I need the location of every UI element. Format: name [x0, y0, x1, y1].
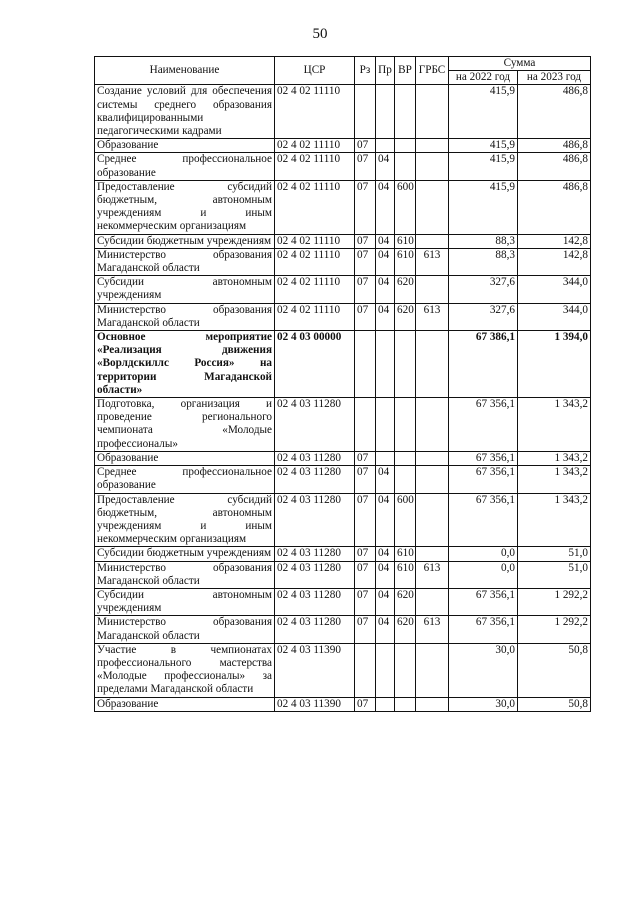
row-amount-2023-cell: 486,8 [518, 153, 591, 180]
row-pr-cell: 04 [376, 466, 395, 493]
row-grbs-cell [416, 643, 449, 697]
row-amount-2022-cell: 415,9 [449, 85, 518, 139]
row-vr-cell [395, 643, 416, 697]
row-grbs-cell [416, 697, 449, 711]
row-name-cell: Предоставление субсидий бюджетным, автономным учреждениям и иным некоммерческим организациям [95, 493, 275, 547]
row-rz-cell: 07 [355, 234, 376, 248]
row-name-cell: Подготовка, организация и проведение регионального чемпионата «Молодые профессионалы» [95, 398, 275, 452]
row-csr-cell: 02 4 03 11280 [275, 398, 355, 452]
row-grbs-cell [416, 234, 449, 248]
row-amount-2023-cell: 142,8 [518, 234, 591, 248]
header-sum: Сумма [449, 57, 591, 71]
row-pr-cell [376, 139, 395, 153]
row-amount-2022-cell: 67 356,1 [449, 398, 518, 452]
row-rz-cell [355, 398, 376, 452]
row-amount-2023-cell: 1 343,2 [518, 493, 591, 547]
row-pr-cell: 04 [376, 234, 395, 248]
row-amount-2023-cell: 1 292,2 [518, 588, 591, 615]
row-amount-2023-cell: 486,8 [518, 180, 591, 234]
row-pr-cell [376, 643, 395, 697]
table-row [95, 139, 591, 153]
table-row [95, 234, 591, 248]
row-amount-2023-cell: 1 292,2 [518, 616, 591, 643]
row-rz-cell: 07 [355, 303, 376, 330]
row-csr-cell: 02 4 02 11110 [275, 248, 355, 275]
row-amount-2022-cell: 0,0 [449, 561, 518, 588]
row-csr-cell: 02 4 03 11280 [275, 561, 355, 588]
row-vr-cell [395, 139, 416, 153]
row-pr-cell: 04 [376, 547, 395, 561]
row-rz-cell [355, 331, 376, 398]
table-row [95, 85, 591, 139]
row-rz-cell: 07 [355, 248, 376, 275]
row-csr-cell: 02 4 02 11110 [275, 153, 355, 180]
row-vr-cell: 620 [395, 276, 416, 303]
row-grbs-cell [416, 588, 449, 615]
table-row [95, 588, 591, 615]
row-grbs-cell: 613 [416, 561, 449, 588]
table-row [95, 248, 591, 275]
table-row [95, 451, 591, 465]
row-csr-cell: 02 4 03 11280 [275, 547, 355, 561]
row-vr-cell [395, 331, 416, 398]
row-csr-cell: 02 4 02 11110 [275, 303, 355, 330]
row-rz-cell: 07 [355, 588, 376, 615]
row-csr-cell: 02 4 03 11280 [275, 466, 355, 493]
row-vr-cell: 610 [395, 561, 416, 588]
table-row [95, 561, 591, 588]
row-grbs-cell [416, 139, 449, 153]
row-amount-2022-cell: 415,9 [449, 139, 518, 153]
row-amount-2022-cell: 88,3 [449, 248, 518, 275]
row-amount-2023-cell: 142,8 [518, 248, 591, 275]
table-row [95, 276, 591, 303]
row-csr-cell: 02 4 03 11280 [275, 451, 355, 465]
row-amount-2023-cell: 51,0 [518, 561, 591, 588]
row-rz-cell: 07 [355, 153, 376, 180]
row-amount-2023-cell: 51,0 [518, 547, 591, 561]
row-amount-2022-cell: 67 356,1 [449, 466, 518, 493]
table-row [95, 466, 591, 493]
table-row [95, 547, 591, 561]
row-name-cell: Создание условий для обеспечения системы среднего образования квалифицированными педагогическими кадрами [95, 85, 275, 139]
row-amount-2022-cell: 88,3 [449, 234, 518, 248]
row-name-cell: Образование [95, 697, 275, 711]
row-amount-2023-cell: 1 394,0 [518, 331, 591, 398]
row-csr-cell: 02 4 02 11110 [275, 276, 355, 303]
row-amount-2023-cell: 486,8 [518, 85, 591, 139]
table-row [95, 303, 591, 330]
row-amount-2022-cell: 327,6 [449, 303, 518, 330]
row-name-cell: Субсидии автономным учреждениям [95, 588, 275, 615]
table-row [95, 697, 591, 711]
row-csr-cell: 02 4 03 00000 [275, 331, 355, 398]
row-vr-cell: 600 [395, 180, 416, 234]
row-vr-cell [395, 697, 416, 711]
row-pr-cell: 04 [376, 248, 395, 275]
page-number: 50 [312, 26, 328, 42]
row-name-cell: Среднее профессиональное образование [95, 466, 275, 493]
row-name-cell: Образование [95, 139, 275, 153]
table-row [95, 180, 591, 234]
row-vr-cell: 600 [395, 493, 416, 547]
row-vr-cell [395, 153, 416, 180]
row-grbs-cell [416, 493, 449, 547]
row-pr-cell: 04 [376, 493, 395, 547]
row-amount-2022-cell: 67 386,1 [449, 331, 518, 398]
row-amount-2023-cell: 1 343,2 [518, 398, 591, 452]
row-pr-cell [376, 331, 395, 398]
header-vr: ВР [395, 57, 416, 85]
row-rz-cell: 07 [355, 547, 376, 561]
row-amount-2022-cell: 67 356,1 [449, 616, 518, 643]
row-amount-2022-cell: 67 356,1 [449, 588, 518, 615]
row-vr-cell [395, 466, 416, 493]
row-name-cell: Субсидии бюджетным учреждениям [95, 234, 275, 248]
row-pr-cell [376, 697, 395, 711]
row-grbs-cell [416, 180, 449, 234]
row-rz-cell: 07 [355, 451, 376, 465]
row-amount-2023-cell: 1 343,2 [518, 451, 591, 465]
row-pr-cell: 04 [376, 303, 395, 330]
row-amount-2022-cell: 67 356,1 [449, 493, 518, 547]
row-rz-cell: 07 [355, 616, 376, 643]
row-amount-2023-cell: 344,0 [518, 276, 591, 303]
row-grbs-cell [416, 85, 449, 139]
header-year-2022: на 2022 год [449, 71, 518, 85]
row-name-cell: Субсидии бюджетным учреждениям [95, 547, 275, 561]
row-rz-cell: 07 [355, 493, 376, 547]
row-name-cell: Участие в чемпионатах профессионального мастерства «Молодые профессионалы» за пределами Магаданской области [95, 643, 275, 697]
row-amount-2022-cell: 327,6 [449, 276, 518, 303]
row-grbs-cell: 613 [416, 303, 449, 330]
row-pr-cell: 04 [376, 588, 395, 615]
row-vr-cell: 620 [395, 616, 416, 643]
row-csr-cell: 02 4 02 11110 [275, 180, 355, 234]
table-row [95, 643, 591, 697]
header-year-2023: на 2023 год [518, 71, 591, 85]
row-pr-cell [376, 451, 395, 465]
row-csr-cell: 02 4 03 11390 [275, 643, 355, 697]
row-rz-cell: 07 [355, 466, 376, 493]
row-name-cell: Основное мероприятие «Реализация движения «Ворлдскиллс Россия» на территории Магаданской области» [95, 331, 275, 398]
row-grbs-cell [416, 331, 449, 398]
row-pr-cell: 04 [376, 180, 395, 234]
row-vr-cell [395, 398, 416, 452]
row-pr-cell [376, 85, 395, 139]
row-rz-cell [355, 643, 376, 697]
table-row [95, 493, 591, 547]
row-amount-2023-cell: 344,0 [518, 303, 591, 330]
row-name-cell: Министерство образования Магаданской области [95, 561, 275, 588]
row-rz-cell: 07 [355, 561, 376, 588]
row-grbs-cell [416, 451, 449, 465]
row-csr-cell: 02 4 03 11280 [275, 588, 355, 615]
row-amount-2023-cell: 1 343,2 [518, 466, 591, 493]
row-csr-cell: 02 4 03 11280 [275, 493, 355, 547]
row-rz-cell: 07 [355, 697, 376, 711]
header-csr: ЦСР [275, 57, 355, 85]
row-grbs-cell [416, 547, 449, 561]
row-grbs-cell [416, 398, 449, 452]
row-pr-cell [376, 398, 395, 452]
row-grbs-cell [416, 153, 449, 180]
row-amount-2022-cell: 30,0 [449, 697, 518, 711]
row-amount-2022-cell: 67 356,1 [449, 451, 518, 465]
row-pr-cell: 04 [376, 616, 395, 643]
row-name-cell: Предоставление субсидий бюджетным, автономным учреждениям и иным некоммерческим организациям [95, 180, 275, 234]
row-csr-cell: 02 4 02 11110 [275, 139, 355, 153]
row-rz-cell: 07 [355, 139, 376, 153]
row-amount-2023-cell: 50,8 [518, 643, 591, 697]
header-pr: Пр [376, 57, 395, 85]
budget-table [94, 56, 591, 712]
row-vr-cell: 620 [395, 588, 416, 615]
row-name-cell: Министерство образования Магаданской области [95, 248, 275, 275]
row-amount-2022-cell: 415,9 [449, 180, 518, 234]
row-amount-2022-cell: 0,0 [449, 547, 518, 561]
table-row [95, 331, 591, 398]
row-grbs-cell [416, 466, 449, 493]
header-rz: Рз [355, 57, 376, 85]
row-csr-cell: 02 4 02 11110 [275, 234, 355, 248]
header-grbs: ГРБС [416, 57, 449, 85]
row-name-cell: Министерство образования Магаданской области [95, 616, 275, 643]
row-name-cell: Среднее профессиональное образование [95, 153, 275, 180]
row-rz-cell [355, 85, 376, 139]
row-amount-2022-cell: 30,0 [449, 643, 518, 697]
row-vr-cell: 610 [395, 547, 416, 561]
row-vr-cell [395, 451, 416, 465]
row-vr-cell: 610 [395, 248, 416, 275]
row-amount-2023-cell: 486,8 [518, 139, 591, 153]
row-rz-cell: 07 [355, 180, 376, 234]
row-amount-2023-cell: 50,8 [518, 697, 591, 711]
table-row [95, 616, 591, 643]
row-name-cell: Субсидии автономным учреждениям [95, 276, 275, 303]
row-grbs-cell [416, 276, 449, 303]
table-row [95, 153, 591, 180]
row-csr-cell: 02 4 03 11280 [275, 616, 355, 643]
header-name: Наименование [95, 57, 275, 85]
row-amount-2022-cell: 415,9 [449, 153, 518, 180]
row-name-cell: Министерство образования Магаданской области [95, 303, 275, 330]
table-row [95, 398, 591, 452]
row-csr-cell: 02 4 02 11110 [275, 85, 355, 139]
row-grbs-cell: 613 [416, 616, 449, 643]
row-name-cell: Образование [95, 451, 275, 465]
row-pr-cell: 04 [376, 153, 395, 180]
row-pr-cell: 04 [376, 561, 395, 588]
row-vr-cell: 610 [395, 234, 416, 248]
row-vr-cell [395, 85, 416, 139]
row-grbs-cell: 613 [416, 248, 449, 275]
row-csr-cell: 02 4 03 11390 [275, 697, 355, 711]
row-rz-cell: 07 [355, 276, 376, 303]
row-pr-cell: 04 [376, 276, 395, 303]
table-body [95, 85, 591, 711]
row-vr-cell: 620 [395, 303, 416, 330]
